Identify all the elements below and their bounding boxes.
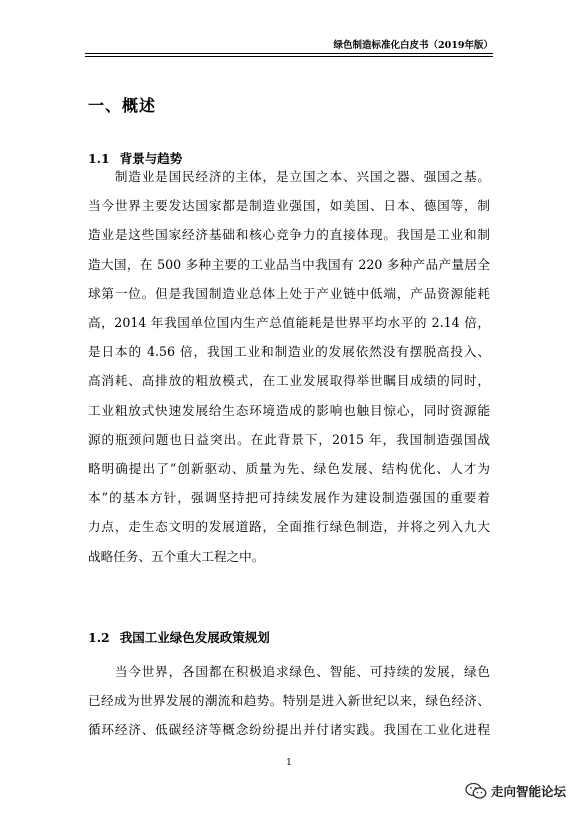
paragraph-background xyxy=(88,162,490,571)
watermark-text: 走向智能论坛 xyxy=(490,784,566,799)
page-number: 1 xyxy=(286,758,292,768)
section-heading-overview: 一、概述 xyxy=(88,96,157,115)
paragraph-line: 当今世界，各国都在积极追求绿色、智能、可持续的发展，绿色 xyxy=(88,664,490,679)
paragraph-line: 是日本的 4.56 倍，我国工业和制造业的发展依然没有摆脱高投入、 xyxy=(88,344,490,360)
paragraph-line: 已经成为世界发展的潮流和趋势。特别是进入新世纪以来，绿色经济、 xyxy=(88,693,490,709)
watermark xyxy=(465,782,566,800)
subsection-heading-1-2 xyxy=(88,628,270,646)
wechat-icon xyxy=(465,782,487,800)
paragraph-line: 本”的基本方针，强调坚持把可持续发展作为建设制造强国的重要着 xyxy=(88,490,490,506)
paragraph-line: 工业粗放式快速发展给生态环境造成的影响也触目惊心，同时资源能 xyxy=(88,402,490,418)
paragraph-policy xyxy=(88,657,490,745)
paragraph-line: 造大国，在 500 多种主要的工业品当中我国有 220 多种产品产量居全 xyxy=(88,256,490,272)
subsection-number: 1.2 xyxy=(88,630,110,645)
subsection-title: 我国工业绿色发展政策规划 xyxy=(119,630,270,645)
paragraph-line: 战略任务、五个重大工程之中。 xyxy=(88,548,265,564)
paragraph-line: 循环经济、低碳经济等概念纷纷提出并付诸实践。我国在工业化进程 xyxy=(88,722,490,738)
subsection-title: 背景与趋势 xyxy=(119,151,183,166)
page-header xyxy=(85,37,493,54)
paragraph-line: 高，2014 年我国单位国内生产总值能耗是世界平均水平的 2.14 倍， xyxy=(88,315,490,331)
paragraph-line: 制造业是国民经济的主体，是立国之本、兴国之器、强国之基。 xyxy=(88,169,490,184)
paragraph-line: 当今世界主要发达国家都是制造业强国，如美国、日本、德国等，制 xyxy=(88,198,490,214)
paragraph-line: 球第一位。但是我国制造业总体上处于产业链中低端，产品资源能耗 xyxy=(88,285,490,301)
subsection-number: 1.1 xyxy=(88,151,110,166)
paragraph-line: 造业是这些国家经济基础和核心竞争力的直接体现。我国是工业和制 xyxy=(88,227,490,243)
paragraph-line: 略明确提出了“创新驱动、质量为先、绿色发展、结构优化、人才为 xyxy=(88,461,490,477)
paragraph-line: 力点，走生态文明的发展道路，全面推行绿色制造，并将之列入九大 xyxy=(88,519,490,535)
document-title: 绿色制造标准化白皮书（2019年版） xyxy=(333,40,493,51)
paragraph-line: 源的瓶颈问题也日益突出。在此背景下，2015 年，我国制造强国战 xyxy=(88,431,490,447)
paragraph-line: 高消耗、高排放的粗放模式，在工业发展取得举世瞩目成绩的同时， xyxy=(88,373,490,389)
